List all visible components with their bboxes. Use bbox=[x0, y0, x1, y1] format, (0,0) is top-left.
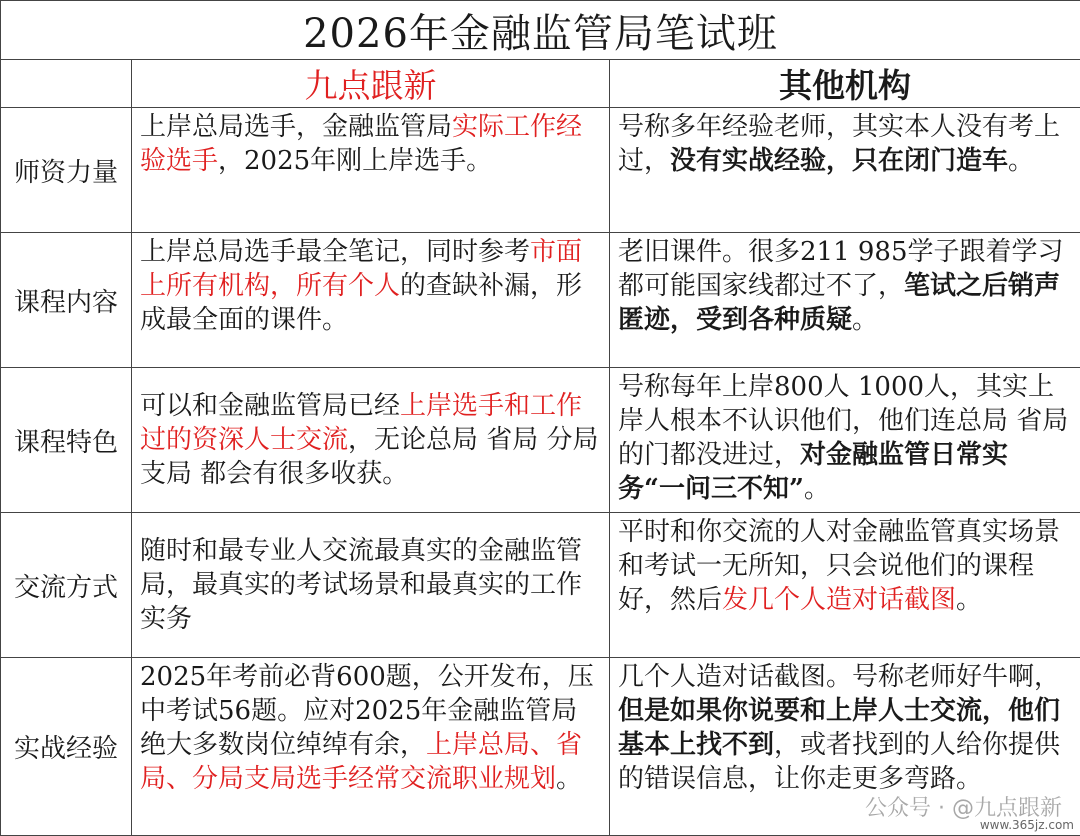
others-cell bbox=[610, 233, 1080, 368]
table-title: 2026年金融监管局笔试班 bbox=[1, 1, 1080, 60]
others-cell bbox=[610, 368, 1080, 513]
body-text: 的查缺补漏，形成最全面的课件。 bbox=[140, 271, 582, 335]
bold-text: 对金融监管日常实务“一问三不知” bbox=[618, 440, 1008, 504]
others-cell bbox=[610, 513, 1080, 658]
body-text: ，2025年刚上岸选手。 bbox=[218, 146, 492, 176]
jiudian-cell bbox=[132, 513, 610, 658]
body-text: 2025年考前必背600题，公开发布，压中考试56题。应对2025年金融监管局绝大多数岗位绰绰有余， bbox=[140, 662, 594, 760]
watermark: 公众号 · @九点跟新 bbox=[865, 791, 1062, 822]
body-text: 几个人造对话截图。号称老师好牛啊， bbox=[618, 662, 1060, 692]
jiudian-cell bbox=[132, 368, 610, 513]
header-jiudian: 九点跟新 bbox=[132, 60, 610, 108]
header-empty-cell bbox=[1, 60, 132, 108]
body-text: 号称每年上岸800人 1000人，其实上岸人根本不认识他们，他们连总局 省局的门都没进过， bbox=[618, 372, 1068, 470]
highlight-text: 实际工作经验选手 bbox=[140, 112, 582, 176]
category-cell: 交流方式 bbox=[1, 513, 132, 658]
jiudian-cell bbox=[132, 108, 610, 233]
bold-text: 笔试之后销声匿迹，受到各种质疑 bbox=[618, 271, 1060, 335]
body-text: 。 bbox=[852, 305, 878, 335]
highlight-text: 上岸选手和工作过的资深人士交流 bbox=[140, 391, 582, 455]
highlight-text: 上岸总局、省局、分局支局选手经常交流职业规划 bbox=[140, 730, 582, 794]
body-text: 。 bbox=[804, 474, 830, 504]
header-row bbox=[1, 60, 1080, 108]
body-text: 。 bbox=[956, 585, 982, 615]
table-row bbox=[1, 368, 1080, 513]
body-text: 。 bbox=[556, 764, 582, 794]
category-cell: 实战经验 bbox=[1, 658, 132, 836]
body-text: ，无论总局 省局 分局 支局 都会有很多收获。 bbox=[140, 425, 599, 489]
jiudian-cell bbox=[132, 658, 610, 836]
bold-text: 没有实战经验，只在闭门造车 bbox=[670, 146, 1008, 176]
body-text: 。 bbox=[1008, 146, 1034, 176]
body-text: 号称多年经验老师，其实本人没有考上过， bbox=[618, 112, 1060, 176]
table-row bbox=[1, 108, 1080, 233]
bold-text: 但是如果你说要和上岸人士交流，他们基本上找不到 bbox=[618, 696, 1060, 760]
body-text: 老旧课件。很多211 985学子跟着学习都可能国家线都过不了， bbox=[618, 237, 1064, 301]
watermark-url: www.365jz.com bbox=[980, 818, 1074, 832]
jiudian-cell bbox=[132, 233, 610, 368]
body-text: ，或者找到的人给你提供的错误信息，让你走更多弯路。 bbox=[618, 730, 1060, 794]
body-text: 上岸总局选手，金融监管局 bbox=[140, 112, 452, 142]
highlight-text: 市面上所有机构，所有个人 bbox=[140, 237, 582, 301]
title-row bbox=[1, 1, 1080, 60]
highlight-text: 发几个人造对话截图 bbox=[722, 585, 956, 615]
category-cell: 课程内容 bbox=[1, 233, 132, 368]
category-cell: 课程特色 bbox=[1, 368, 132, 513]
others-cell bbox=[610, 108, 1080, 233]
body-text: 上岸总局选手最全笔记，同时参考 bbox=[140, 237, 530, 267]
body-text: 可以和金融监管局已经 bbox=[140, 391, 400, 421]
header-others: 其他机构 bbox=[610, 60, 1080, 108]
table-row bbox=[1, 513, 1080, 658]
category-cell: 师资力量 bbox=[1, 108, 132, 233]
body-text: 随时和最专业人交流最真实的金融监管局，最真实的考试场景和最真实的工作实务 bbox=[140, 536, 582, 634]
table-row bbox=[1, 233, 1080, 368]
body-text: 平时和你交流的人对金融监管真实场景和考试一无所知，只会说他们的课程好，然后 bbox=[618, 517, 1060, 615]
